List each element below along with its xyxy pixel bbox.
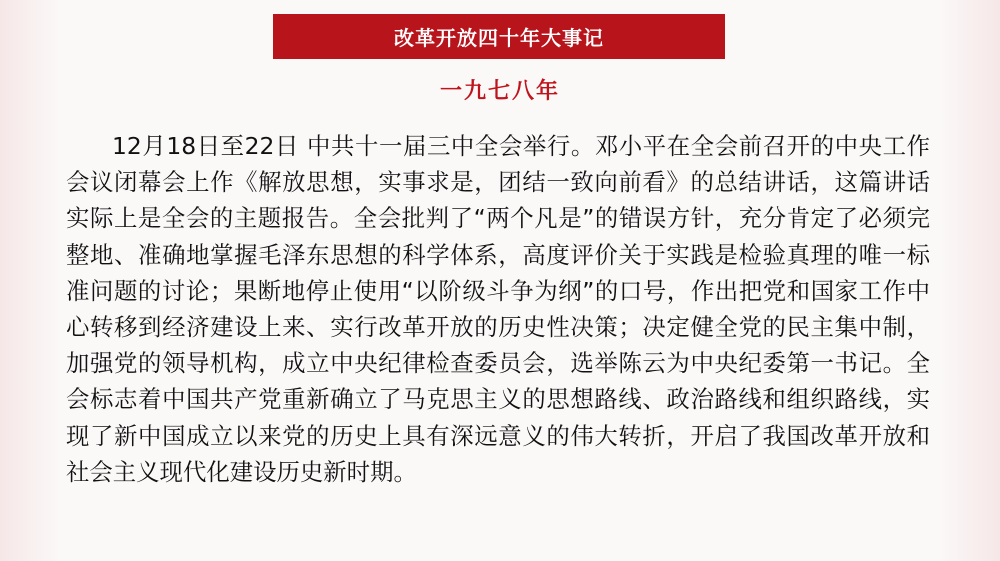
event-description-paragraph: 12月18日至22日 中共十一届三中全会举行。邓小平在全会前召开的中央工作会议闭幕会上作《解放思想，实事求是，团结一致向前看》的总结讲话，这篇讲话实际上是全会的主题报告。全会批判了“两个凡是”的错误方针，充分肯定了必须完整地、准确地掌握毛泽东思想的科学体系，高度评价关于实践是检验真理的唯一标准问题的讨论；果断地停止使用“以阶级斗争为纲”的口号，作出把党和国家工作中心转移到经济建设上来、实行改革开放的历史性决策；决定健全党的民主集中制，加强党的领导机构，成立中央纪律检查委员会，选举陈云为中央纪委第一书记。全会标志着中国共产党重新确立了马克思主义的思想路线、政治路线和组织路线，实现了新中国成立以来党的历史上具有深远意义的伟大转折，开启了我国改革开放和社会主义现代化建设历史新时期。	[66, 132, 930, 486]
section-year-heading: 一九七八年	[439, 79, 560, 104]
page-title: 改革开放四十年大事记	[394, 26, 604, 50]
page-title-banner	[273, 14, 725, 59]
